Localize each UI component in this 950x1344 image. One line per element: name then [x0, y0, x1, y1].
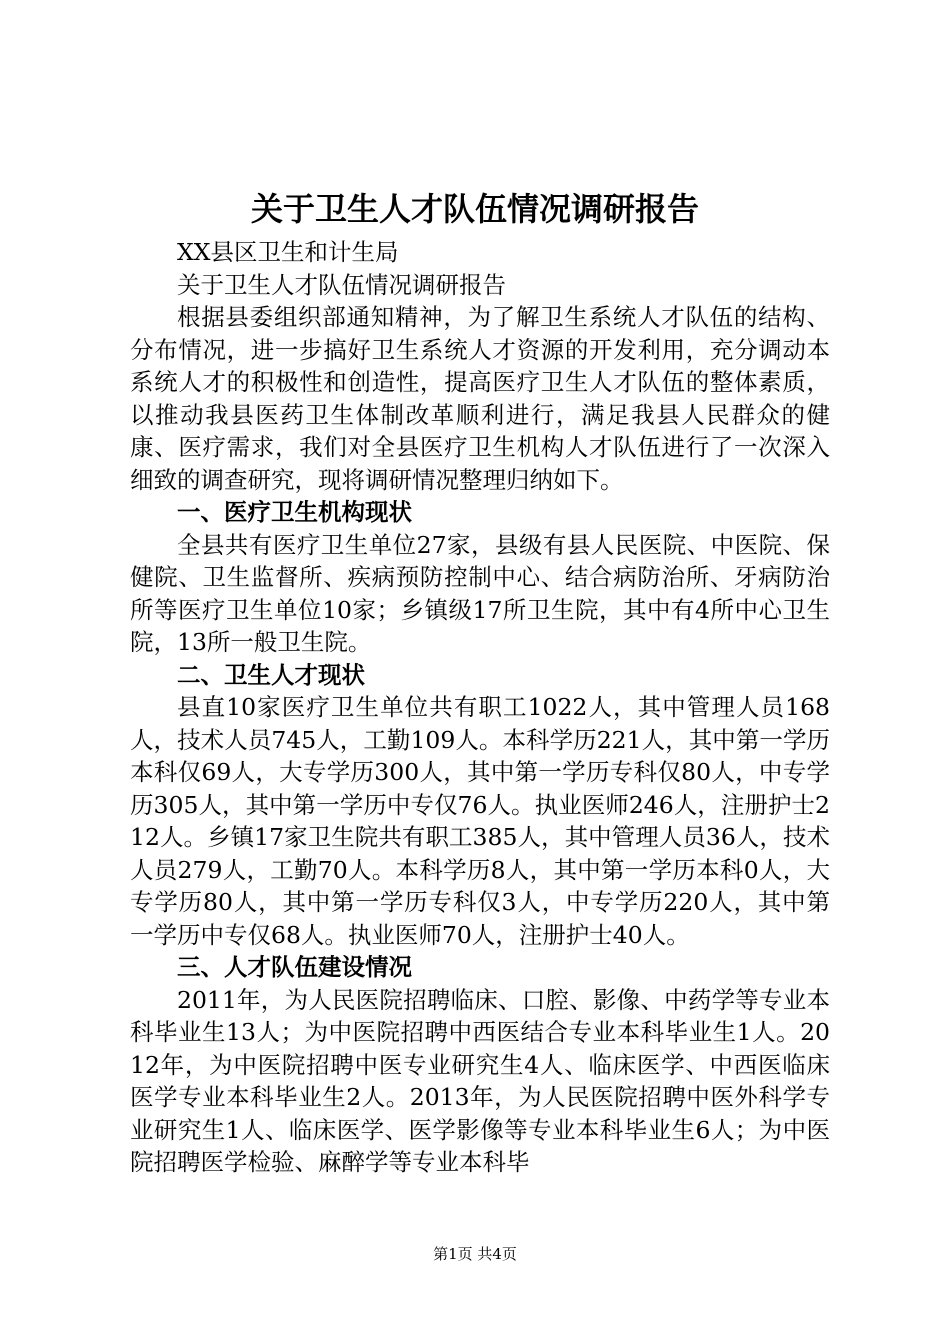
intro-paragraph: 根据县委组织部通知精神，为了解卫生系统人才队伍的结构、分布情况，进一步搞好卫生系统人才资源的开发利用，充分调动本系统人才的积极性和创造性，提高医疗卫生人才队伍的整体素质，以推动我县医药卫生体制改革顺利进行，满足我县人民群众的健康、医疗需求，我们对全县医疗卫生机构人才队伍进行了一次深入细致的调查研究，现将调研情况整理归纳如下。: [130, 303, 830, 494]
document-title: 关于卫生人才队伍情况调研报告: [250, 190, 699, 228]
document-body: [130, 236, 830, 1179]
page-number-footer: 第1页 共4页: [433, 1245, 517, 1263]
issuer-line: XX县区卫生和计生局: [177, 238, 399, 266]
section-2-paragraph: 县直10家医疗卫生单位共有职工1022人，其中管理人员168人，技术人员745人，工勤109人。本科学历221人，其中第一学历本科仅69人，大专学历300人，其中第一学历专科仅80人，中专学历305人，其中第一学历中专仅76人。执业医师246人，注册护士212人。乡镇17家卫生院共有职工385人，其中管理人员36人，技术人员279人，工勤70人。本科学历8人，其中第一学历本科0人，大专学历80人，其中第一学历专科仅3人，中专学历220人，其中第一学历中专仅68人。执业医师70人，注册护士40人。: [130, 693, 830, 949]
section-heading-3: 三、人才队伍建设情况: [177, 953, 412, 981]
section-3-paragraph: 2011年，为人民医院招聘临床、口腔、影像、中药学等专业本科毕业生13人；为中医院招聘中西医结合专业本科毕业生1人。2012年，为中医院招聘中医专业研究生4人、临床医学、中西医临床医学专业本科毕业生2人。2013年，为人民医院招聘中医外科学专业研究生1人、临床医学、医学影像等专业本科毕业生6人；为中医院招聘医学检验、麻醉学等专业本科毕: [130, 985, 830, 1176]
section-heading-2: 二、卫生人才现状: [177, 660, 365, 689]
section-heading-1: 一、医疗卫生机构现状: [177, 498, 412, 526]
section-1-paragraph: 全县共有医疗卫生单位27家，县级有县人民医院、中医院、保健院、卫生监督所、疾病预防控制中心、结合病防治所、牙病防治所等医疗卫生单位10家；乡镇级17所卫生院，其中有4所中心卫生院，13所一般卫生院。: [130, 530, 830, 656]
report-subtitle: 关于卫生人才队伍情况调研报告: [177, 270, 506, 299]
